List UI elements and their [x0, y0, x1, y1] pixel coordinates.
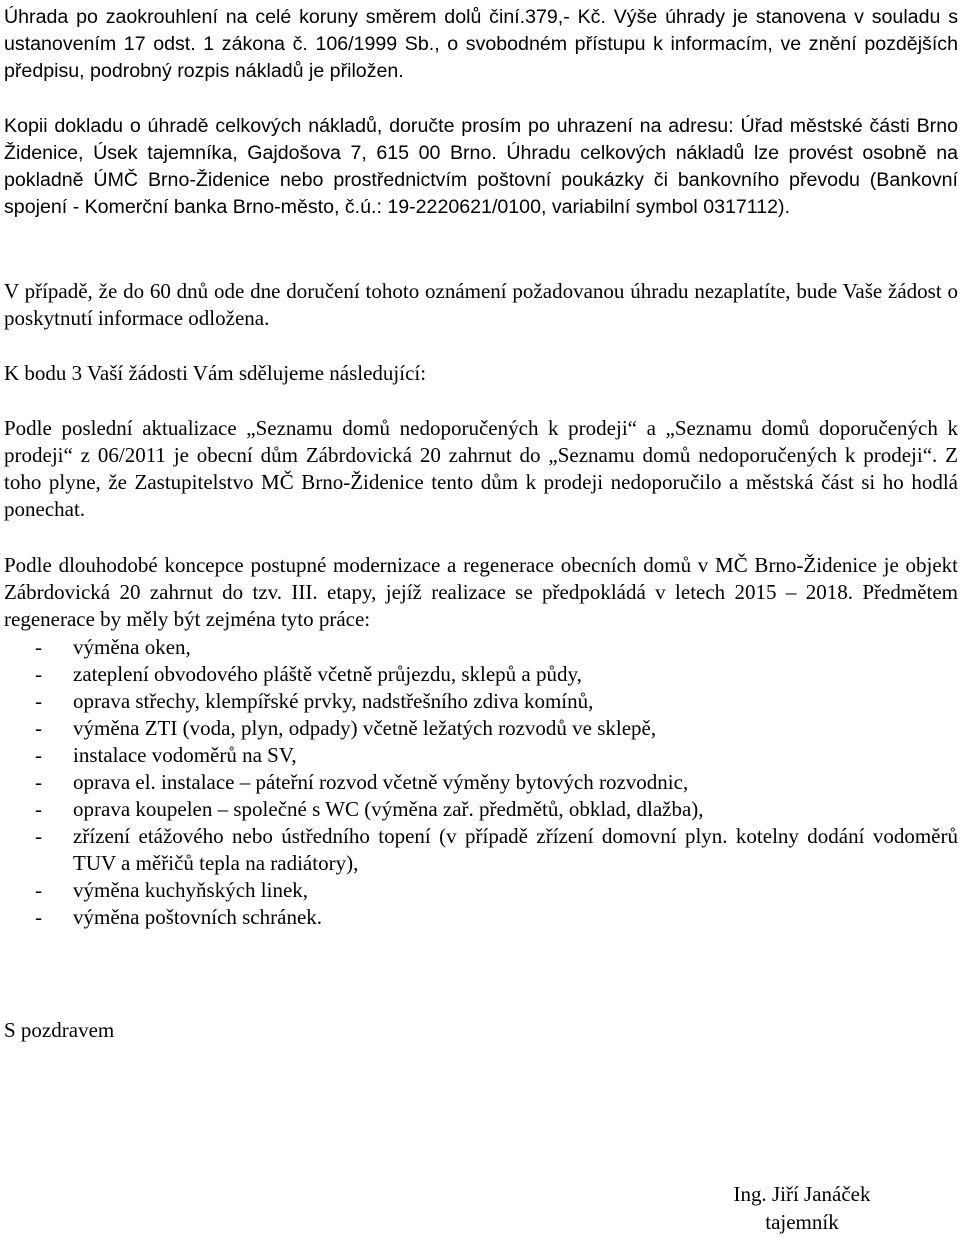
list-item-text: výměna kuchyňských linek, — [73, 878, 309, 902]
list-dash: - — [35, 716, 42, 740]
signer-name: Ing. Jiří Janáček — [733, 1182, 871, 1206]
list-dash: - — [35, 797, 42, 821]
list-item-text: výměna oken, — [73, 635, 191, 659]
list-dash: - — [35, 878, 42, 902]
list-item — [4, 877, 958, 904]
list-item-text: oprava el. instalace – páteřní rozvod včetně výměny bytových rozvodnic, — [73, 770, 689, 794]
list-item-text: zateplení obvodového pláště včetně průjezdu, sklepů a půdy, — [73, 662, 582, 686]
paragraph-regeneration-concept: Podle dlouhodobé koncepce postupné modernizace a regenerace obecních domů v MČ Brno-Židenice je objekt Zábrdovická 20 zahrnut do tzv. III. etapy, jejíž realizace se předpokládá v letech 2015 – 2018. Předmětem regenerace by měly být zejména tyto práce: — [4, 553, 958, 631]
paragraph-deadline: V případě, že do 60 dnů ode dne doručení tohoto oznámení požadovanou úhradu nezaplatíte, bude Vaše žádost o poskytnutí informace odložena. — [4, 279, 958, 330]
list-dash: - — [35, 689, 42, 713]
list-item-text: výměna poštovních schránek. — [73, 905, 323, 929]
list-item-text: výměna ZTI (voda, plyn, odpady) včetně ležatých rozvodů ve sklepě, — [73, 716, 657, 740]
list-dash: - — [35, 743, 42, 767]
list-item — [4, 715, 958, 742]
regeneration-work-list — [4, 634, 958, 931]
paragraph-payment-instructions: Kopii dokladu o úhradě celkových nákladů, doručte prosím po uhrazení na adresu: Úřad městské části Brno Židenice, Úsek tajemníka, Gajdošova 7, 615 00 Brno. Úhradu celkových nákladů lze provést osobně na pokladně ÚMČ Brno-Židenice nebo prostřednictvím poštovní poukázky či bankovního převodu (Bankovní spojení - Komerční banka Brno-město, č.ú.: 19-2220621/0100, variabilní symbol 0317112). — [4, 115, 958, 218]
list-item — [4, 769, 958, 796]
paragraph-fee: Úhrada po zaokrouhlení na celé koruny směrem dolů činí.379,- Kč. Výše úhrady je stanovena v souladu s ustanovením 17 odst. 1 zákona č. 106/1999 Sb., o svobodném přístupu k informacím, ve znění pozdějších předpisu, podrobný rozpis nákladů je přiložen. — [4, 6, 958, 82]
list-item — [4, 796, 958, 823]
list-item-text: instalace vodoměrů na SV, — [73, 743, 297, 767]
list-dash: - — [35, 662, 42, 686]
list-dash: - — [35, 770, 42, 794]
list-item-text: oprava střechy, klempířské prvky, nadstřešního zdiva komínů, — [73, 689, 594, 713]
list-dash: - — [35, 635, 42, 659]
list-item — [4, 904, 958, 931]
list-item-text: oprava koupelen – společné s WC (výměna zař. předmětů, obklad, dlažba), — [73, 797, 704, 821]
list-item-text: zřízení etážového nebo ústředního topení (v případě zřízení domovní plyn. kotelny dodání vodoměrů TUV a měřičů tepla na radiátory), — [73, 824, 958, 875]
list-dash: - — [35, 824, 42, 848]
paragraph-sale-list-update: Podle poslední aktualizace „Seznamu domů nedoporučených k prodeji“ a „Seznamu domů doporučených k prodeji“ z 06/2011 je obecní dům Zábrdovická 20 zahrnut do „Seznamu domů nedoporučených k prodeji“. Z toho plyne, že Zastupitelstvo MČ Brno-Židenice tento dům k prodeji nedoporučilo a městská část si ho hodlá ponechat. — [4, 416, 958, 521]
signer-title: tajemník — [765, 1210, 839, 1234]
list-item — [4, 823, 958, 877]
paragraph-point-3-intro: K bodu 3 Vaší žádosti Vám sdělujeme následující: — [4, 361, 427, 385]
list-item — [4, 661, 958, 688]
list-item — [4, 742, 958, 769]
list-item — [4, 688, 958, 715]
list-dash: - — [35, 905, 42, 929]
closing-greeting: S pozdravem — [4, 1018, 115, 1042]
list-item — [4, 634, 958, 661]
